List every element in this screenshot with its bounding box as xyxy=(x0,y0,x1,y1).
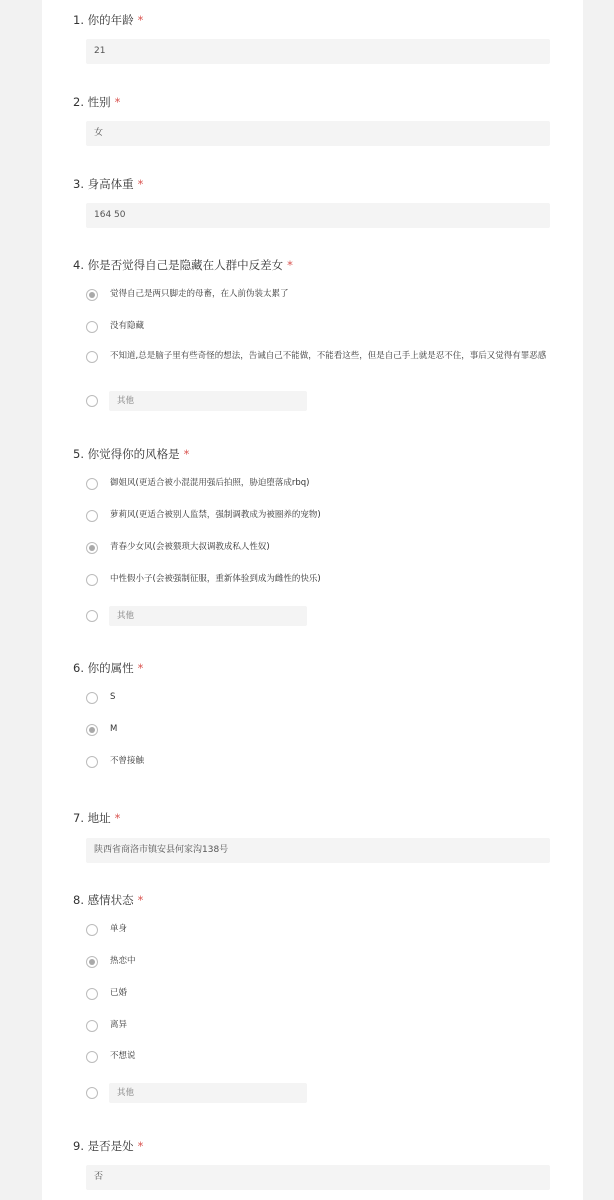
height-weight-answer-field[interactable]: 164 50 xyxy=(86,203,550,228)
radio-button[interactable] xyxy=(86,724,98,736)
option-label: 萝莉风(更适合被别人监禁，强制调教成为被圈养的宠物) xyxy=(110,510,321,520)
radio-button[interactable] xyxy=(86,924,98,936)
option-label: M xyxy=(110,724,118,734)
radio-button[interactable] xyxy=(86,574,98,586)
option-label: 已婚 xyxy=(110,988,128,998)
option-label: 热恋中 xyxy=(110,956,136,966)
radio-option[interactable] xyxy=(86,987,553,1000)
question-title: 9. 是否是处 * xyxy=(73,1139,144,1153)
radio-button[interactable] xyxy=(86,756,98,768)
option-label: 不曾接触 xyxy=(110,756,145,766)
radio-option[interactable] xyxy=(86,288,553,301)
radio-button[interactable] xyxy=(86,321,98,333)
other-input[interactable]: 其他 xyxy=(109,391,307,411)
option-label: 觉得自己是两只脚走的母畜，在人前伪装太累了 xyxy=(110,289,289,299)
radio-button[interactable] xyxy=(86,610,98,622)
radio-option[interactable] xyxy=(86,1019,553,1032)
radio-option-other[interactable] xyxy=(86,606,553,626)
radio-button[interactable] xyxy=(86,478,98,490)
required-mark: * xyxy=(137,177,144,191)
radio-option[interactable] xyxy=(86,541,553,554)
option-label: 单身 xyxy=(110,924,128,934)
question-title: 6. 你的属性 * xyxy=(73,661,144,675)
radio-button[interactable] xyxy=(86,289,98,301)
radio-button[interactable] xyxy=(86,692,98,704)
option-label: 离异 xyxy=(110,1020,128,1030)
question-title: 1. 你的年龄 * xyxy=(73,13,144,27)
required-mark: * xyxy=(183,447,190,461)
required-mark: * xyxy=(137,1139,144,1153)
radio-button[interactable] xyxy=(86,395,98,407)
radio-option[interactable] xyxy=(86,691,553,704)
age-answer-field[interactable]: 21 xyxy=(86,39,550,64)
required-mark: * xyxy=(114,811,121,825)
radio-option[interactable] xyxy=(86,477,553,490)
option-label: 御姐风(更适合被小混混用强后拍照，胁迫堕落成rbq) xyxy=(110,478,310,488)
radio-button[interactable] xyxy=(86,1020,98,1032)
required-mark: * xyxy=(137,13,144,27)
radio-option[interactable] xyxy=(86,955,553,968)
required-mark: * xyxy=(114,95,121,109)
radio-option[interactable] xyxy=(86,509,553,522)
radio-button[interactable] xyxy=(86,1051,98,1063)
radio-option[interactable] xyxy=(86,723,553,736)
radio-option[interactable] xyxy=(86,1050,553,1063)
radio-button[interactable] xyxy=(86,956,98,968)
option-label: S xyxy=(110,692,116,702)
radio-option[interactable] xyxy=(86,923,553,936)
radio-option[interactable] xyxy=(86,755,553,768)
option-label: 不想说 xyxy=(110,1051,136,1061)
option-label: 没有隐藏 xyxy=(110,321,145,331)
radio-button[interactable] xyxy=(86,1087,98,1099)
question-title: 4. 你是否觉得自己是隐藏在人群中反差女 * xyxy=(73,258,293,272)
address-answer-field[interactable]: 陕西省商洛市镇安县何家沟138号 xyxy=(86,838,550,863)
radio-button[interactable] xyxy=(86,351,98,363)
question-title: 7. 地址 * xyxy=(73,811,121,825)
other-input[interactable]: 其他 xyxy=(109,1083,307,1103)
gender-answer-field[interactable]: 女 xyxy=(86,121,550,146)
required-mark: * xyxy=(287,258,293,272)
option-label: 不知道,总是脑子里有些奇怪的想法，告诫自己不能做，不能看这些，但是自己手上就是忍不住，事后又觉得有罪恶感 xyxy=(110,351,547,361)
radio-option[interactable] xyxy=(86,350,553,363)
radio-option-other[interactable] xyxy=(86,1083,553,1103)
radio-option[interactable] xyxy=(86,320,553,333)
radio-button[interactable] xyxy=(86,510,98,522)
option-label: 青春少女风(会被猥琐大叔调教成私人性奴) xyxy=(110,542,270,552)
question-title: 8. 感情状态 * xyxy=(73,893,144,907)
radio-button[interactable] xyxy=(86,542,98,554)
survey-form xyxy=(42,0,583,1200)
radio-option-other[interactable] xyxy=(86,391,553,411)
question-title: 2. 性别 * xyxy=(73,95,121,109)
option-label: 中性假小子(会被强制征服，重新体验到成为雌性的快乐) xyxy=(110,574,321,584)
radio-option[interactable] xyxy=(86,573,553,586)
radio-button[interactable] xyxy=(86,988,98,1000)
virgin-answer-field[interactable]: 否 xyxy=(86,1165,550,1190)
other-input[interactable]: 其他 xyxy=(109,606,307,626)
required-mark: * xyxy=(137,893,144,907)
question-title: 5. 你觉得你的风格是 * xyxy=(73,447,190,461)
required-mark: * xyxy=(137,661,144,675)
question-title: 3. 身高体重 * xyxy=(73,177,144,191)
